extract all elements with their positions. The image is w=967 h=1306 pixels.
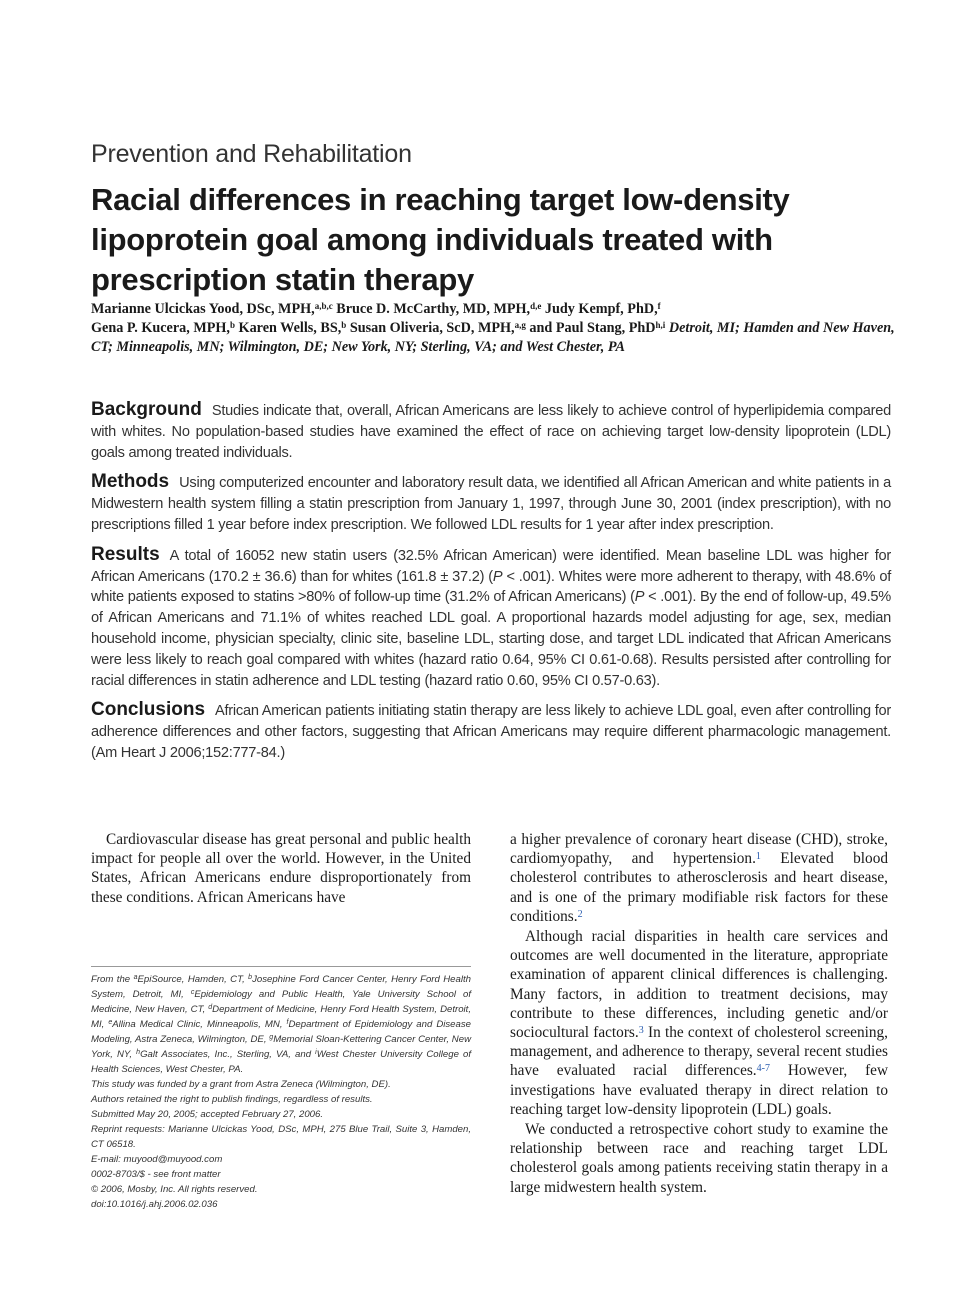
author-name: Bruce D. McCarthy, MD, MPH, <box>336 301 531 317</box>
copyright-note: © 2006, Mosby, Inc. All rights reserved. <box>91 1184 258 1195</box>
affiliation-text: Department of Medicine, Henry Ford Health System, Detroit, MI, <box>91 1004 471 1030</box>
author-conjunction: and <box>529 320 553 336</box>
affiliation-marker: i <box>315 1049 317 1056</box>
affiliation-text: Memorial Sloan-Kettering Cancer Center, New York, NY, <box>91 1034 471 1060</box>
body-paragraph <box>510 830 888 926</box>
author-name: Judy Kempf, PhD, <box>544 301 658 317</box>
affiliation-marker: c <box>190 989 195 996</box>
body-text: Elevated blood cholesterol contributes to atherosclerosis and heart disease, and is one of the primary modifiable risk factors for these conditions. <box>510 850 888 925</box>
affiliation-marker: a <box>133 974 138 981</box>
background-text: Studies indicate that, overall, African Americans are less likely to achieve control of hyperlipidemia compared with whites. No population-based studies have examined the effect of race on achieving target low-density lipoprotein (LDL) goals among treated individuals. <box>91 403 891 461</box>
submission-dates: Submitted May 20, 2005; accepted February 27, 2006. <box>91 1109 323 1120</box>
affiliation-marker: e <box>108 1019 113 1026</box>
citation-link[interactable]: 3 <box>638 1025 644 1037</box>
background-heading: Background <box>91 399 202 420</box>
body-paragraph: We conducted a retrospective cohort study to examine the relationship between race and reaching target LDL cholesterol goals among patients receiving statin therapy in a large midwestern health system. <box>510 1121 888 1196</box>
results-text: < .001). Whites were more adherent to therapy, with 48.6% of white patients exposed to statins >80% of follow-up time (31.2% of African Americans) ( <box>91 568 891 606</box>
author-name: Susan Oliveria, ScD, MPH, <box>349 320 515 336</box>
article-title: Racial differences in reaching target low-density lipoprotein goal among individuals treated with prescription statin therapy <box>91 182 790 297</box>
author-name: Marianne Ulcickas Yood, DSc, MPH, <box>91 301 315 317</box>
affiliation-marker: b <box>248 974 253 981</box>
results-heading: Results <box>91 543 160 565</box>
results-text: A total of 16052 new statin users (32.5% African American) were identified. Mean baseline LDL was higher for African Americans (170.2 ± 36.6) than for whites (161.8 ± 37.2) ( <box>91 547 891 585</box>
affiliation-marker: b <box>341 320 347 330</box>
footnotes <box>91 972 471 1212</box>
affiliation-marker: a,b,c <box>314 301 333 311</box>
citation-link[interactable]: 4-7 <box>756 1063 770 1075</box>
affiliation-text: West Chester University College of Health Sciences, West Chester, PA. <box>91 1049 471 1075</box>
affiliation-marker: h <box>136 1049 141 1056</box>
footnote-divider <box>91 966 471 967</box>
section-label: Prevention and Rehabilitation <box>91 140 412 168</box>
affiliation-marker: b <box>229 320 235 330</box>
affiliation-text: Galt Associates, Inc., Sterling, VA, and <box>140 1049 316 1060</box>
conclusions-heading: Conclusions <box>91 699 206 721</box>
author-list <box>91 300 901 357</box>
body-paragraph <box>510 927 888 1119</box>
abstract-conclusions <box>91 700 891 763</box>
funding-note: This study was funded by a grant from Astra Zeneca (Wilmington, DE). <box>91 1079 391 1090</box>
author-name: Paul Stang, PhD <box>555 320 656 336</box>
affiliation-text: EpiSource, Hamden, CT, <box>137 974 249 985</box>
abstract-background <box>91 400 891 463</box>
conclusions-text: African American patients initiating statin therapy are less likely to achieve LDL goal, even after controlling for adherence differences and other factors, suggesting that African Americans may require different pharmacologic management. (Am Heart J 2006;152:777-84.) <box>91 703 891 761</box>
doi-note: doi:10.1016/j.ahj.2006.02.036 <box>91 1199 218 1210</box>
affiliation-text: Epidemiology and Public Health, Yale University School of Medicine, New Haven, CT, <box>91 989 471 1015</box>
body-text: Although racial disparities in health care services and outcomes are well documented in the literature, appropriate examination of apparent clinical differences is challenging. Many factors, in addition to treatment decisions, may contribute to these differences, including genetic and/or sociocultural factors. <box>510 928 888 1042</box>
affiliation-text: From the <box>91 974 134 985</box>
body-text: However, few investigations have evaluated therapy in direct relation to reaching target low-density lipoprotein (LDL) goals. <box>510 1062 888 1118</box>
contact-email: E-mail: muyood@muyood.com <box>91 1154 223 1165</box>
issn-note: 0002-8703/$ - see front matter <box>91 1169 221 1180</box>
author-name: Karen Wells, BS, <box>238 320 342 336</box>
affiliation-marker: h,i <box>655 320 666 330</box>
reprint-requests: Reprint requests: Marianne Ulcickas Yood, DSc, MPH, 275 Blue Trail, Suite 3, Hamden, CT 06518. <box>91 1124 471 1150</box>
citation-link[interactable]: 1 <box>755 851 761 863</box>
affiliations-note <box>91 972 471 1077</box>
affiliation-marker: f <box>286 1019 289 1026</box>
results-text: < .001). By the end of follow-up, 49.5% of African Americans and 71.1% of whites reached LDL goal. A proportional hazards model adjusting for age, sex, median household income, physician specialty, clinic site, baseline LDL, starting dose, and target LDL indicated that African Americans were less likely to reach goal compared with whites (hazard ratio 0.64, 95% CI 0.61-0.68). Results persisted after controlling for racial differences in statin adherence and LDL testing (hazard ratio 0.60, 95% CI 0.57-0.63). <box>91 589 891 689</box>
affiliation-marker: d,e <box>530 301 542 311</box>
p-value-label: P <box>492 568 503 585</box>
body-text: In the context of cholesterol screening, management, and adherence to therapy, several recent studies have evaluated racial differences. <box>510 1024 888 1080</box>
affiliation-marker: f <box>657 301 661 311</box>
author-name: Gena P. Kucera, MPH, <box>91 320 230 336</box>
body-column-right <box>510 830 888 1197</box>
body-paragraph: Cardiovascular disease has great personal and public health impact for people all over the world. However, in the United States, African Americans endure disproportionately from these conditions. African Americans have <box>91 831 471 906</box>
affiliation-text: Allina Medical Clinic, Minneapolis, MN, <box>112 1019 287 1030</box>
affiliation-text: Josephine Ford Cancer Center, Henry Ford Health System, Detroit, MI, <box>91 974 471 1000</box>
p-value-label: P <box>634 589 645 606</box>
rights-note: Authors retained the right to publish findings, regardless of results. <box>91 1094 373 1105</box>
methods-heading: Methods <box>91 471 170 493</box>
affiliation-text: Department of Epidemiology and Disease Modeling, Astra Zeneca, Wilmington, DE, <box>91 1019 471 1045</box>
abstract <box>91 400 891 773</box>
author-locations: Detroit, MI; Hamden and New Haven, CT; Minneapolis, MN; Wilmington, DE; New York, NY; Sterling, VA; and West Chester, PA <box>91 320 895 355</box>
abstract-methods <box>91 472 891 535</box>
body-text: a higher prevalence of coronary heart disease (CHD), stroke, cardiomyopathy, and hypertension. <box>510 831 888 868</box>
body-column-left <box>91 830 471 907</box>
citation-link[interactable]: 2 <box>577 908 583 920</box>
affiliation-marker: g <box>269 1034 274 1041</box>
methods-text: Using computerized encounter and laboratory result data, we identified all African American and white patients in a Midwestern health system filling a statin prescription from January 1, 1997, through June 30, 2001 (index prescription), with no prescriptions filled 1 year before index prescription. We followed LDL results for 1 year after index prescription. <box>91 475 891 533</box>
affiliation-marker: a,g <box>514 320 526 330</box>
abstract-results <box>91 545 891 692</box>
affiliation-marker: d <box>208 1004 213 1011</box>
